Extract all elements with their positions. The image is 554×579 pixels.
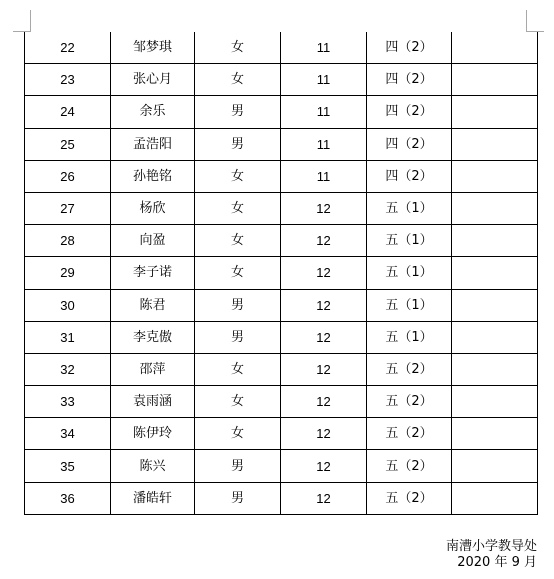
table-row <box>25 64 538 96</box>
student-note-cell <box>452 225 538 257</box>
student-name-cell: 张心月 <box>111 64 195 96</box>
student-number-cell: 30 <box>25 289 111 321</box>
student-note-cell <box>452 482 538 514</box>
student-number-cell: 25 <box>25 128 111 160</box>
student-gender-cell: 女 <box>195 192 281 224</box>
table-row <box>25 257 538 289</box>
student-class-cell: 四（2） <box>367 128 452 160</box>
student-name-cell: 李克傲 <box>111 321 195 353</box>
table-row <box>25 386 538 418</box>
student-name-cell: 陈君 <box>111 289 195 321</box>
student-class-cell: 五（1） <box>367 225 452 257</box>
student-name-cell: 陈兴 <box>111 450 195 482</box>
student-class-cell: 五（2） <box>367 450 452 482</box>
student-class-cell: 五（1） <box>367 289 452 321</box>
student-gender-cell: 男 <box>195 450 281 482</box>
student-name-cell: 李子诺 <box>111 257 195 289</box>
page-margin-corner-right <box>526 10 544 32</box>
roster-body <box>25 32 538 514</box>
student-name-cell: 杨欣 <box>111 192 195 224</box>
student-number-cell: 34 <box>25 418 111 450</box>
student-gender-cell: 女 <box>195 353 281 385</box>
student-note-cell <box>452 386 538 418</box>
student-note-cell <box>452 32 538 64</box>
student-number-cell: 26 <box>25 160 111 192</box>
student-age-cell: 12 <box>281 353 367 385</box>
student-number-cell: 29 <box>25 257 111 289</box>
student-name-cell: 孟浩阳 <box>111 128 195 160</box>
student-age-cell: 12 <box>281 225 367 257</box>
student-name-cell: 袁雨涵 <box>111 386 195 418</box>
student-class-cell: 四（2） <box>367 32 452 64</box>
student-gender-cell: 女 <box>195 418 281 450</box>
student-age-cell: 12 <box>281 386 367 418</box>
student-roster-table <box>24 32 538 515</box>
student-note-cell <box>452 257 538 289</box>
student-name-cell: 陈伊玲 <box>111 418 195 450</box>
student-class-cell: 五（2） <box>367 386 452 418</box>
student-gender-cell: 男 <box>195 96 281 128</box>
student-number-cell: 28 <box>25 225 111 257</box>
student-number-cell: 36 <box>25 482 111 514</box>
table-row <box>25 450 538 482</box>
student-age-cell: 11 <box>281 32 367 64</box>
student-note-cell <box>452 96 538 128</box>
student-number-cell: 35 <box>25 450 111 482</box>
table-row <box>25 128 538 160</box>
student-number-cell: 33 <box>25 386 111 418</box>
student-note-cell <box>452 289 538 321</box>
table-row <box>25 418 538 450</box>
student-class-cell: 五（1） <box>367 192 452 224</box>
student-gender-cell: 女 <box>195 386 281 418</box>
student-age-cell: 11 <box>281 64 367 96</box>
student-age-cell: 12 <box>281 257 367 289</box>
student-note-cell <box>452 450 538 482</box>
student-note-cell <box>452 64 538 96</box>
page-margin-corner-left <box>13 10 31 32</box>
student-age-cell: 12 <box>281 418 367 450</box>
student-number-cell: 22 <box>25 32 111 64</box>
student-name-cell: 孙艳铭 <box>111 160 195 192</box>
table-row <box>25 353 538 385</box>
student-note-cell <box>452 128 538 160</box>
student-name-cell: 余乐 <box>111 96 195 128</box>
student-gender-cell: 男 <box>195 289 281 321</box>
student-name-cell: 潘皓轩 <box>111 482 195 514</box>
student-gender-cell: 女 <box>195 32 281 64</box>
student-number-cell: 24 <box>25 96 111 128</box>
table-row <box>25 32 538 64</box>
student-gender-cell: 男 <box>195 321 281 353</box>
student-number-cell: 23 <box>25 64 111 96</box>
student-gender-cell: 男 <box>195 128 281 160</box>
student-class-cell: 五（1） <box>367 257 452 289</box>
table-row <box>25 96 538 128</box>
table-row <box>25 289 538 321</box>
footer-organization: 南漕小学教导处 <box>445 539 537 554</box>
table-row <box>25 160 538 192</box>
student-gender-cell: 女 <box>195 257 281 289</box>
student-class-cell: 五（2） <box>367 482 452 514</box>
student-gender-cell: 女 <box>195 64 281 96</box>
student-number-cell: 32 <box>25 353 111 385</box>
student-class-cell: 五（2） <box>367 418 452 450</box>
table-row <box>25 482 538 514</box>
student-class-cell: 五（2） <box>367 353 452 385</box>
table-row <box>25 192 538 224</box>
student-note-cell <box>452 353 538 385</box>
student-class-cell: 四（2） <box>367 64 452 96</box>
student-age-cell: 11 <box>281 96 367 128</box>
student-gender-cell: 女 <box>195 225 281 257</box>
student-age-cell: 11 <box>281 160 367 192</box>
student-note-cell <box>452 321 538 353</box>
table-row <box>25 225 538 257</box>
footer-date: 2020 年 9 月 <box>457 555 537 570</box>
student-name-cell: 邵萍 <box>111 353 195 385</box>
student-age-cell: 12 <box>281 321 367 353</box>
student-age-cell: 12 <box>281 192 367 224</box>
student-class-cell: 四（2） <box>367 160 452 192</box>
student-age-cell: 12 <box>281 482 367 514</box>
student-gender-cell: 男 <box>195 482 281 514</box>
student-number-cell: 27 <box>25 192 111 224</box>
student-note-cell <box>452 418 538 450</box>
student-name-cell: 向盈 <box>111 225 195 257</box>
student-class-cell: 四（2） <box>367 96 452 128</box>
student-age-cell: 11 <box>281 128 367 160</box>
student-class-cell: 五（1） <box>367 321 452 353</box>
student-note-cell <box>452 160 538 192</box>
student-name-cell: 邹梦琪 <box>111 32 195 64</box>
student-age-cell: 12 <box>281 289 367 321</box>
student-note-cell <box>452 192 538 224</box>
student-number-cell: 31 <box>25 321 111 353</box>
table-row <box>25 321 538 353</box>
student-gender-cell: 女 <box>195 160 281 192</box>
student-age-cell: 12 <box>281 450 367 482</box>
